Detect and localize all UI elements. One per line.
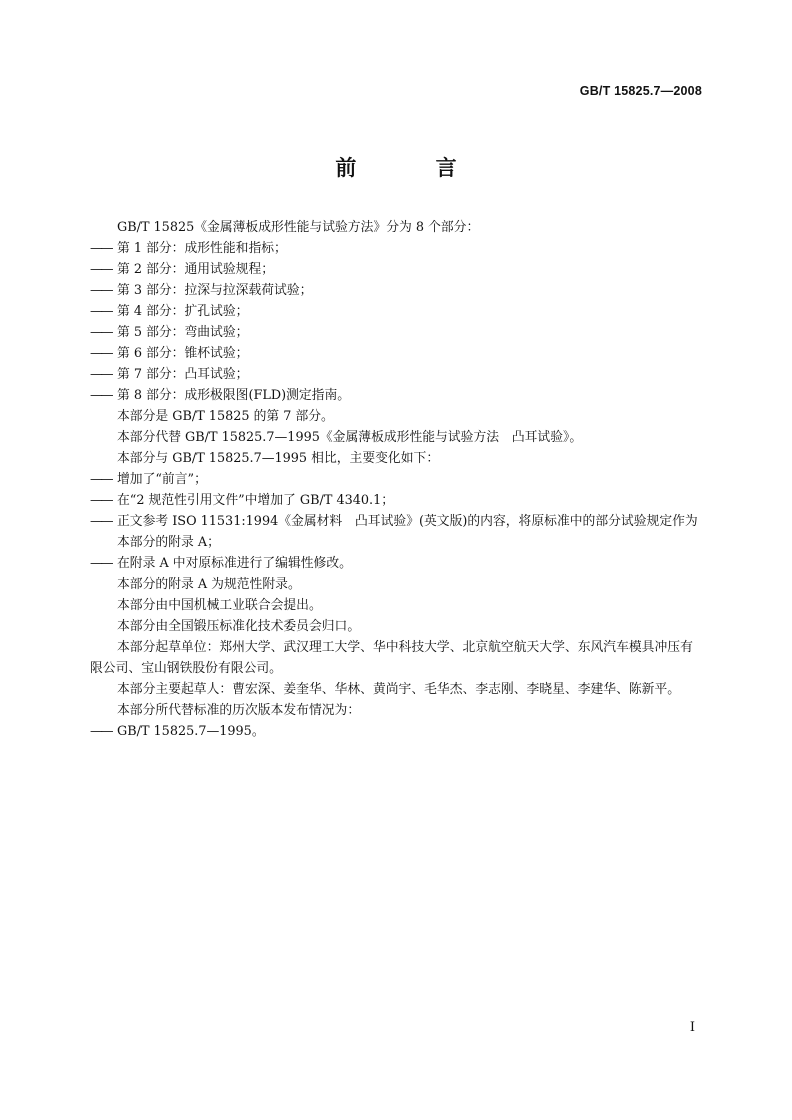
- dash-marker: ——: [90, 556, 112, 571]
- paragraph-text: 第 2 部分：通用试验规程；: [117, 262, 275, 277]
- paragraph: [90, 448, 702, 469]
- paragraph: [90, 217, 702, 238]
- paragraph: [90, 406, 702, 427]
- paragraph-text: 本部分由中国机械工业联合会提出。: [117, 598, 322, 613]
- paragraph: [90, 679, 702, 700]
- paragraph-text: 第 1 部分：成形性能和指标；: [117, 241, 287, 256]
- list-item: [90, 343, 702, 364]
- paragraph: [90, 700, 702, 721]
- standard-code: GB/T 15825.7—2008: [579, 84, 702, 98]
- paragraph-text: 第 4 部分：扩孔试验；: [117, 304, 249, 319]
- document-body: [90, 217, 702, 742]
- paragraph-text: 本部分代替 GB/T 15825.7—1995《金属薄板成形性能与试验方法 凸耳试验》。: [117, 430, 583, 445]
- list-item: [90, 721, 702, 742]
- paragraph-text: 在“2 规范性引用文件”中增加了 GB/T 4340.1；: [117, 493, 395, 508]
- list-item: [90, 511, 702, 553]
- dash-marker: ——: [90, 493, 112, 508]
- paragraph: [90, 574, 702, 595]
- dash-marker: ——: [90, 241, 112, 256]
- dash-marker: ——: [90, 262, 112, 277]
- paragraph-text: 本部分的附录 A 为规范性附录。: [117, 577, 301, 592]
- dash-marker: ——: [90, 388, 112, 403]
- paragraph-text: 第 3 部分：拉深与拉深载荷试验；: [117, 283, 313, 298]
- paragraph-text: 增加了“前言”；: [117, 472, 207, 487]
- paragraph-text: 本部分是 GB/T 15825 的第 7 部分。: [117, 409, 334, 424]
- paragraph-text: 本部分由全国锻压标准化技术委员会归口。: [117, 619, 361, 634]
- paragraph-text: 本部分主要起草人：曹宏深、姜奎华、华林、黄尚宇、毛华杰、李志刚、李晓星、李建华、陈新平。: [117, 682, 681, 697]
- list-item: [90, 553, 702, 574]
- page-number: I: [689, 1020, 695, 1035]
- paragraph-text: 本部分起草单位：郑州大学、武汉理工大学、华中科技大学、北京航空航天大学、东风汽车模具冲压有限公司、宝山钢铁股份有限公司。: [90, 640, 693, 676]
- paragraph: [90, 595, 702, 616]
- list-item: [90, 259, 702, 280]
- paragraph-text: GB/T 15825.7—1995。: [117, 724, 265, 739]
- paragraph-text: 第 6 部分：锥杯试验；: [117, 346, 249, 361]
- paragraph-text: 本部分所代替标准的历次版本发布情况为：: [117, 703, 361, 718]
- paragraph: [90, 637, 702, 679]
- dash-marker: ——: [90, 367, 112, 382]
- dash-marker: ——: [90, 472, 112, 487]
- list-item: [90, 322, 702, 343]
- dash-marker: ——: [90, 346, 112, 361]
- list-item: [90, 301, 702, 322]
- list-item: [90, 469, 702, 490]
- dash-marker: ——: [90, 325, 112, 340]
- dash-marker: ——: [90, 724, 112, 739]
- paragraph: [90, 616, 702, 637]
- paragraph-text: 第 8 部分：成形极限图(FLD)测定指南。: [117, 388, 351, 403]
- dash-marker: ——: [90, 304, 112, 319]
- paragraph-text: 本部分与 GB/T 15825.7—1995 相比，主要变化如下：: [117, 451, 440, 466]
- list-item: [90, 364, 702, 385]
- list-item: [90, 385, 702, 406]
- dash-marker: ——: [90, 514, 112, 529]
- list-item: [90, 280, 702, 301]
- paragraph-text: 在附录 A 中对原标准进行了编辑性修改。: [117, 556, 352, 571]
- dash-marker: ——: [90, 283, 112, 298]
- list-item: [90, 490, 702, 511]
- paragraph-text: 正文参考 ISO 11531:1994《金属材料 凸耳试验》(英文版)的内容，将原标准中的部分试验规定作为本部分的附录 A；: [117, 514, 698, 550]
- list-item: [90, 238, 702, 259]
- page-title: 前 言: [335, 155, 493, 180]
- paragraph-text: GB/T 15825《金属薄板成形性能与试验方法》分为 8 个部分：: [117, 220, 480, 235]
- paragraph-text: 第 7 部分：凸耳试验；: [117, 367, 249, 382]
- paragraph: [90, 427, 702, 448]
- paragraph-text: 第 5 部分：弯曲试验；: [117, 325, 249, 340]
